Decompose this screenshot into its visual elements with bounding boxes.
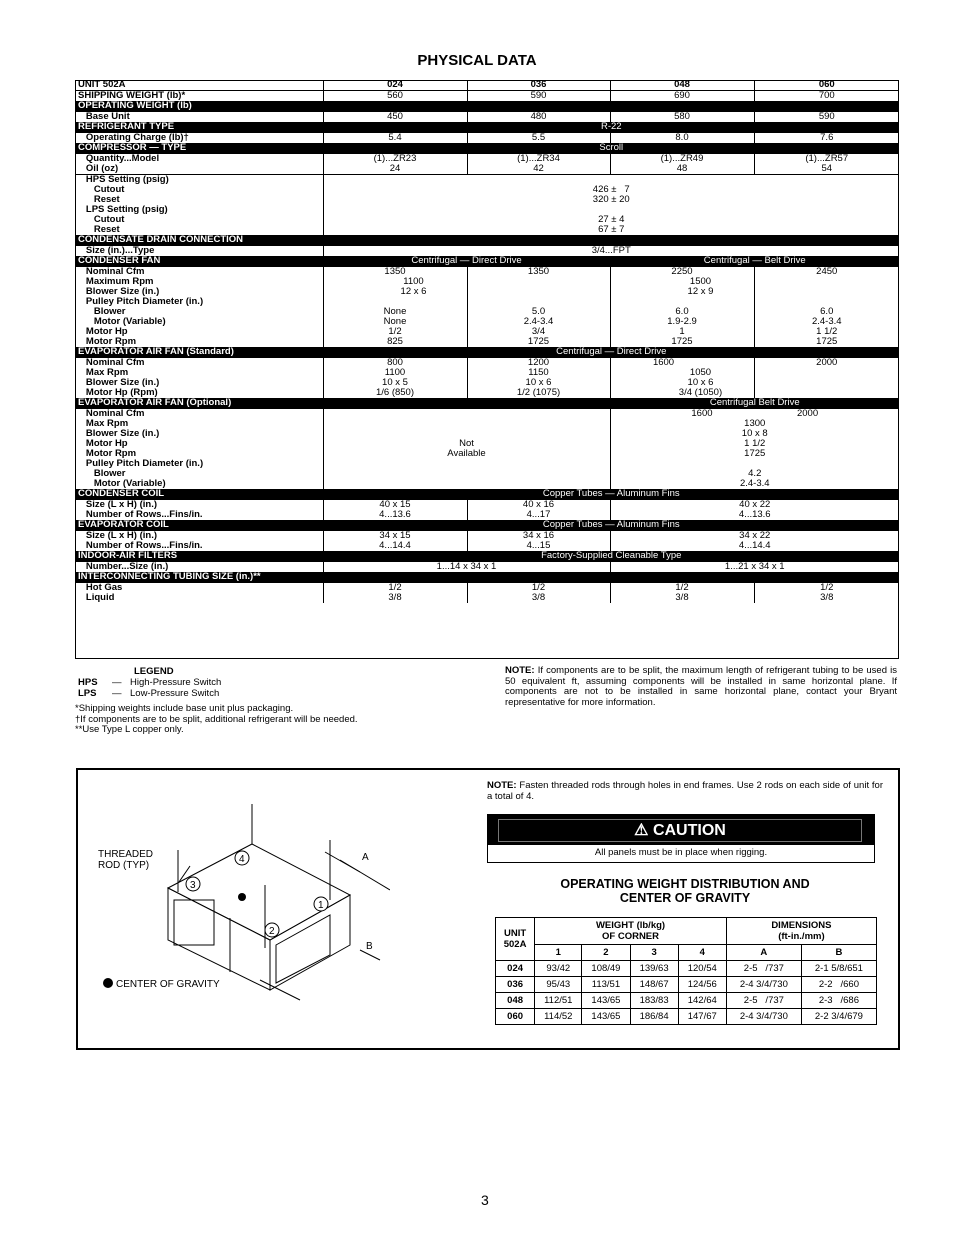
cog-label: CENTER OF GRAVITY [116, 979, 220, 990]
note-text: Fasten threaded rods through holes in end frames. Use 2 rods on each side of unit for a total of 4. [487, 780, 883, 802]
table-cell: 690 [610, 91, 754, 102]
legend-dash: — [112, 677, 122, 688]
operating-weight-table [495, 917, 877, 1025]
table-cell: 1200 1150 10 x 6 1/2 (1075) [467, 358, 610, 399]
table-cell: 590 [467, 91, 610, 102]
table-row [496, 977, 877, 993]
section-header [75, 143, 899, 154]
table-cell: 024 [323, 80, 467, 91]
row-label: HPS Setting (psig) Cutout Reset LPS Setting (psig) Cutout Reset [75, 175, 323, 236]
table-cell: 5.4 [323, 133, 467, 144]
corner-label: 2 [269, 926, 275, 937]
table-cell: 1600 2000 1300 10 x 8 1 1/2 1725 4.2 2.4-3.4 [610, 409, 899, 490]
table-cell: WEIGHT (lb/kg) OF CORNER [535, 918, 727, 945]
row-label: Hot Gas Liquid [75, 583, 323, 604]
table-row [75, 154, 899, 175]
table-cell: 143/65 [582, 993, 630, 1009]
title-line: OPERATING WEIGHT DISTRIBUTION AND [560, 877, 810, 891]
table-cell: 1...21 x 34 x 1 [610, 562, 899, 573]
table-cell: 048 [610, 80, 754, 91]
table-cell: Centrifugal Belt Drive [610, 398, 899, 409]
legend-row-hps [78, 677, 221, 688]
cog-legend-icon [103, 978, 113, 988]
table-cell: 40 x 16 4...17 [467, 500, 610, 521]
table-cell: 183/83 [630, 993, 678, 1009]
table-cell [323, 398, 610, 409]
center-of-gravity-icon [238, 893, 246, 901]
table-cell: 108/49 [582, 961, 630, 977]
table-cell: 590 [754, 112, 899, 123]
table-cell: 426 ± 7 320 ± 20 27 ± 4 67 ± 7 [323, 175, 899, 236]
note-text: If components are to be split, the maximum length of refrigerant tubing to be used is 50 equivalent ft, assuming components will be installed in same horizontal plane. If components are not to be installed in same horizontal plane, contact your Bryant representative for more information. [505, 665, 897, 708]
corner-label: 1 [318, 900, 324, 911]
caution-box [487, 814, 875, 863]
table-cell: Scroll [323, 143, 899, 154]
note-rods [487, 780, 883, 802]
table-cell: R-22 [323, 122, 899, 133]
table-row [496, 993, 877, 1009]
table-row [75, 531, 899, 552]
legend [78, 666, 221, 699]
table-cell: 3 [630, 945, 678, 961]
table-cell: 580 [610, 112, 754, 123]
table-cell: 3/4...FPT [323, 246, 899, 257]
table-cell: 112/51 [535, 993, 582, 1009]
table-cell: Copper Tubes — Aluminum Fins [323, 520, 899, 531]
row-label: Nominal Cfm Max Rpm Blower Size (in.) Motor Hp Motor Rpm Pulley Pitch Diameter (in.) Blower Motor (Variable) [75, 409, 323, 490]
table-cell: 93/42 [535, 961, 582, 977]
table-cell: Factory-Supplied Cleanable Type [323, 551, 899, 562]
row-label: INTERCONNECTING TUBING SIZE (in.)** [75, 572, 323, 583]
table-row [75, 133, 899, 144]
table-row [75, 175, 899, 236]
table-cell: 7.6 [754, 133, 899, 144]
page-title: PHYSICAL DATA [417, 52, 537, 69]
caution-title: ⚠ CAUTION [498, 819, 862, 842]
row-label: Size (L x H) (in.) Number of Rows...Fins/in. [75, 500, 323, 521]
table-cell: 1/2 3/8 [754, 583, 899, 604]
table-cell: 036 [467, 80, 610, 91]
note-label: NOTE: [487, 780, 517, 791]
table-cell: 2-1 5/8/651 [801, 961, 876, 977]
operating-weight-title [487, 877, 883, 905]
table-cell: 40 x 15 4...13.6 [323, 500, 467, 521]
table-cell: 036 [496, 977, 535, 993]
table-cell: 2 [582, 945, 630, 961]
table-cell: 2-5 /737 [726, 993, 801, 1009]
table-cell: 2450 6.0 2.4-3.4 1 1/2 1725 [754, 267, 899, 348]
row-label: SHIPPING WEIGHT (lb)* [75, 91, 323, 102]
table-cell: Centrifugal — Belt Drive [610, 256, 899, 267]
corner-label: 4 [239, 854, 245, 865]
row-label: UNIT 502A [78, 79, 126, 90]
section-header [75, 520, 899, 531]
row-label: CONDENSER FAN [75, 256, 323, 267]
page-number: 3 [481, 1192, 489, 1208]
dimension-b-label: B [366, 941, 373, 952]
table-header-row [496, 945, 877, 961]
row-label: OPERATING WEIGHT (lb) [75, 101, 323, 112]
table-cell: 124/56 [678, 977, 726, 993]
table-row [75, 500, 899, 521]
row-label: Size (in.)...Type [75, 246, 323, 257]
table-row [496, 961, 877, 977]
table-cell: 40 x 22 4...13.6 [610, 500, 899, 521]
section-header [75, 122, 899, 133]
table-cell: (1)...ZR34 42 [467, 154, 610, 175]
table-cell: 2-3 /686 [801, 993, 876, 1009]
legend-row-lps [78, 688, 221, 699]
row-label: EVAPORATOR AIR FAN (Standard) [75, 347, 323, 358]
legend-desc: Low-Pressure Switch [130, 688, 220, 699]
table-row [75, 358, 899, 399]
row-label: CONDENSATE DRAIN CONNECTION [75, 235, 323, 246]
table-cell: 2250 1500 12 x 9 6.0 1.9-2.9 1 1725 [610, 267, 754, 348]
table-header-row [75, 80, 899, 91]
table-cell: 8.0 [610, 133, 754, 144]
table-cell: 143/65 [582, 1009, 630, 1025]
title-line: CENTER OF GRAVITY [619, 891, 751, 905]
footnotes [75, 704, 358, 736]
table-cell: A [726, 945, 801, 961]
note-label: NOTE: [505, 665, 535, 676]
row-label: COMPRESSOR — TYPE [75, 143, 323, 154]
table-cell: 1/2 3/8 [610, 583, 754, 604]
table-row [75, 409, 899, 490]
table-cell: 560 [323, 91, 467, 102]
table-cell: 186/84 [630, 1009, 678, 1025]
table-cell: 139/63 [630, 961, 678, 977]
row-label: Quantity...Model Oil (oz) [75, 154, 323, 175]
table-cell: B [801, 945, 876, 961]
row-label: CONDENSER COIL [75, 489, 323, 500]
legend-abbr: HPS [78, 677, 98, 688]
table-cell: 34 x 15 4...14.4 [323, 531, 467, 552]
table-cell: 2-2 3/4/679 [801, 1009, 876, 1025]
table-cell: 2-4 3/4/730 [726, 1009, 801, 1025]
section-header [75, 235, 899, 246]
table-cell: UNIT 502A [496, 918, 535, 961]
table-cell: 1600 1050 10 x 6 3/4 (1050) [610, 358, 754, 399]
table-cell: (1)...ZR23 24 [323, 154, 467, 175]
table-row [496, 1009, 877, 1025]
table-cell [323, 101, 899, 112]
table-cell: 024 [496, 961, 535, 977]
section-header [75, 347, 899, 358]
table-cell: 450 [323, 112, 467, 123]
row-label: Nominal Cfm Max Rpm Blower Size (in.) Motor Hp (Rpm) [75, 358, 323, 399]
table-cell: 148/67 [630, 977, 678, 993]
table-cell: Centrifugal — Direct Drive [323, 256, 610, 267]
table-cell: 1350 1100 12 x 6 None None 1/2 825 [323, 267, 467, 348]
table-cell: 060 [496, 1009, 535, 1025]
row-label: INDOOR-AIR FILTERS [75, 551, 323, 562]
table-cell: 2000 [754, 358, 899, 399]
table-cell: 34 x 16 4...15 [467, 531, 610, 552]
table-cell: 700 [754, 91, 899, 102]
table-cell: 060 [754, 80, 899, 91]
row-label: Operating Charge (lb)† [75, 133, 323, 144]
rigging-diagram [90, 800, 390, 1010]
section-header [75, 489, 899, 500]
row-label: EVAPORATOR AIR FAN (Optional) [75, 398, 323, 409]
row-label: Nominal Cfm Maximum Rpm Blower Size (in.) Pulley Pitch Diameter (in.) Blower Motor (Variable) Motor Hp Motor Rpm [75, 267, 323, 348]
table-cell [323, 572, 899, 583]
table-cell: (1)...ZR57 54 [754, 154, 899, 175]
footnote: **Use Type L copper only. [75, 724, 184, 735]
table-cell: 1350 5.0 2.4-3.4 3/4 1725 [467, 267, 610, 348]
table-header-row [496, 918, 877, 945]
table-cell: 113/51 [582, 977, 630, 993]
legend-desc: High-Pressure Switch [130, 677, 222, 688]
table-cell: 048 [496, 993, 535, 1009]
footnote: †If components are to be split, additional refrigerant will be needed. [75, 713, 358, 725]
legend-dash: — [112, 688, 122, 699]
table-cell: Copper Tubes — Aluminum Fins [323, 489, 899, 500]
table-cell: 114/52 [535, 1009, 582, 1025]
row-label: Size (L x H) (in.) Number of Rows...Fins/in. [75, 531, 323, 552]
table-cell: 95/43 [535, 977, 582, 993]
section-header [75, 398, 899, 409]
threaded-rod-label-1: THREADED [98, 849, 154, 860]
table-cell: 1...14 x 34 x 1 [323, 562, 610, 573]
caution-bar [488, 815, 874, 845]
table-cell: 2-4 3/4/730 [726, 977, 801, 993]
section-header [75, 551, 899, 562]
table-cell [323, 235, 899, 246]
table-cell: 2-5 /737 [726, 961, 801, 977]
table-cell: 5.5 [467, 133, 610, 144]
table-row [75, 267, 899, 348]
section-header [75, 572, 899, 583]
row-label: REFRIGERANT TYPE [75, 122, 323, 133]
note-split [505, 666, 897, 708]
table-cell: 480 [467, 112, 610, 123]
legend-abbr: LPS [78, 688, 97, 699]
table-cell: 1/2 3/8 [467, 583, 610, 604]
table-cell: 120/54 [678, 961, 726, 977]
row-label: Number...Size (in.) [75, 562, 323, 573]
table-cell: 800 1100 10 x 5 1/6 (850) [323, 358, 467, 399]
table-row [75, 91, 899, 102]
threaded-rod-label-2: ROD (TYP) [98, 860, 150, 871]
table-cell: 147/67 [678, 1009, 726, 1025]
corner-label: 3 [190, 880, 196, 891]
table-cell: Not Available [323, 409, 610, 490]
footnote: *Shipping weights include base unit plus packaging. [75, 703, 294, 714]
table-row [75, 583, 899, 604]
table-cell: 34 x 22 4...14.4 [610, 531, 899, 552]
table-cell: DIMENSIONS (ft-in./mm) [726, 918, 876, 945]
section-header [75, 101, 899, 112]
table-cell: Centrifugal — Direct Drive [323, 347, 899, 358]
row-label: Base Unit [75, 112, 323, 123]
legend-title: LEGEND [134, 666, 174, 677]
caution-message: All panels must be in place when rigging. [594, 847, 768, 858]
section-header [75, 256, 899, 267]
row-label: EVAPORATOR COIL [75, 520, 323, 531]
physical-data-table [75, 80, 899, 603]
table-cell: 1/2 3/8 [323, 583, 467, 604]
table-cell: 4 [678, 945, 726, 961]
table-row [75, 112, 899, 123]
table-cell: (1)...ZR49 48 [610, 154, 754, 175]
table-cell: 2-2 /660 [801, 977, 876, 993]
table-cell: 142/64 [678, 993, 726, 1009]
table-cell: 1 [535, 945, 582, 961]
dimension-a-label: A [362, 852, 369, 863]
